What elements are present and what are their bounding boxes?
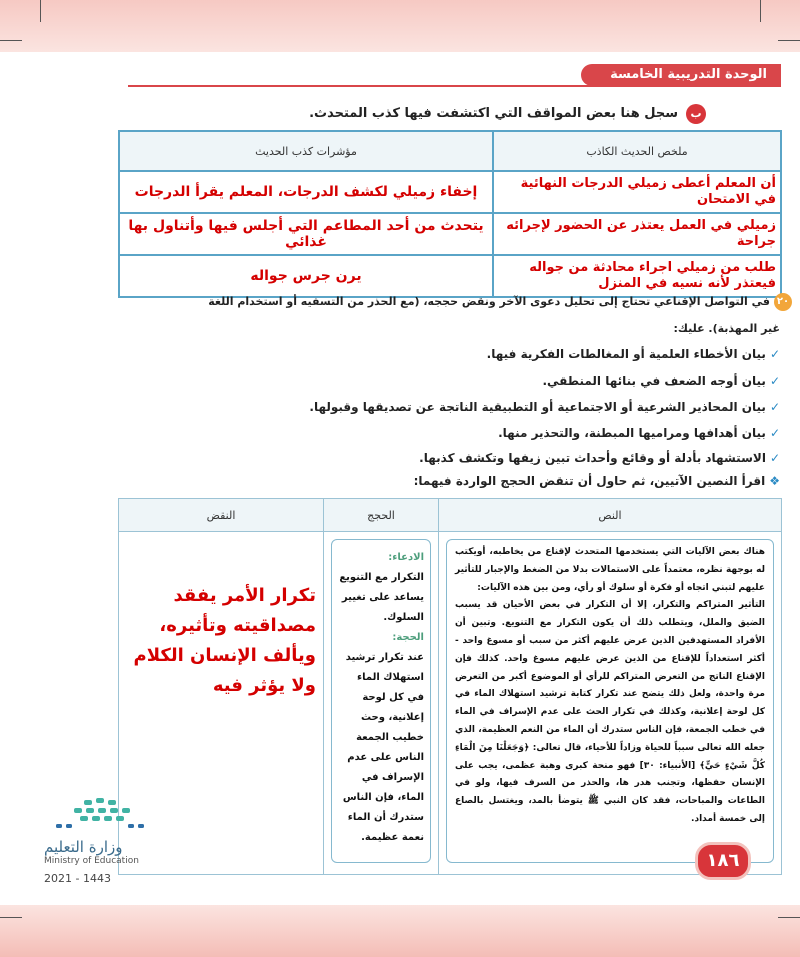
text-paragraph: التأثير المتراكم والتكرار، إلا أن التكرار في بعض الأحيان قد يسبب الضيق والملل، ويتطلب ذلك أن يكون التكرار مع التنويع. وتبين أن الأفراد المستهدفين الذين عرض عليهم أكثر من سبب أو مسوغ واحد - أكثر استعداداً للإقناع من الذين عرض عليهم مسوغ واحد. كذلك فإن الإقناع الناتج من التعرض المتراكم للرأي أو الموضوع أكبر من التعرض مرة واحدة، ولعل ذلك يتضح عند تكرار كتابة ترشيد استهلاك الماء في كل لوحة إعلانية، وكذلك في تكرار الحث على عدم الإسراف في الماء في خطب الجمعة، فإن الناس ستدرك أن الماء من النعم العظيمة، الذي جعله الله تعالى سبباً للحياة وزاداً للأحياء، قال تعالى: ﴿وَجَعَلْنَا مِنَ الْمَاءِ كُلَّ شَيْءٍ حَيٍّ﴾ [الأنبياء: ٣٠] فهو منحة كبرى وهبة عظمى، يجب على الإنسان حفظها، وتجنب هدر ها، والحذر من السرف فيها، ولو في الطاعات والمباحات، فقد كان النبي ﷺ يتوضأ بالمد، ويغتسل بالصاع إلى خمسة أمداد. <box>455 600 765 824</box>
argument-analysis-table <box>118 498 782 875</box>
section-b-instruction: سجل هنا بعض المواقف التي اكتشفت فيها كذب المتحدث. <box>309 106 678 121</box>
table-row <box>119 213 781 255</box>
indicator-cell: يتحدث من أحد المطاعم التي أجلس فيها وأتناول بها غذائي <box>119 213 493 255</box>
argument-text: عند تكرار ترشيد استهلاك الماء في كل لوحة إعلانية، وحث خطيب الجمعة الناس على عدم الإسراف في الماء، فإن الناس ستدرك أن الماء نعمة عظيمة. <box>342 652 424 843</box>
arguments-box <box>331 539 431 863</box>
text-body <box>447 540 773 835</box>
bottom-decorative-band <box>0 905 800 957</box>
ministry-logo <box>44 796 164 885</box>
claim-text: التكرار مع التنويع يساعد على تغيير السلوك. <box>339 572 424 623</box>
top-decorative-band <box>0 0 800 52</box>
check-icon: ✓ <box>769 400 780 414</box>
arguments-cell <box>324 532 439 875</box>
summary-cell: زميلي في العمل يعتذر عن الحضور لإجرائه جراحة <box>493 213 781 255</box>
check-icon: ✓ <box>769 451 780 465</box>
rebuttal-column-header: النقض <box>119 499 324 532</box>
rebuttal-text: تكرار الأمر يفقد مصداقيته وتأثيره، ويألف الإنسان الكلام ولا يؤثر فيه <box>133 585 316 696</box>
claim-label: الادعاء: <box>388 552 424 563</box>
checklist-item: ✓بيان أهدافها ومراميها المبطنة، والتحذير منها. <box>498 426 780 440</box>
arguments-body <box>332 540 430 856</box>
year-label: 2021 - 1443 <box>44 872 111 885</box>
text-paragraph: هناك بعض الآليات التي يستخدمها المتحدث لإقناع من يخاطبه، أويكتب له بوجهة نظره، معتمداً على الاستمالات بدلا من الضغط والإجبار للتأثير عليهم لتبني اتجاه أو فكرة أو سلوك أو رأي، ومن بين هذه الآليات: <box>455 547 765 593</box>
check-icon: ✓ <box>769 374 780 388</box>
unit-title-underline <box>128 85 781 87</box>
crop-mark <box>778 40 800 41</box>
text-box <box>446 539 774 863</box>
section-20-intro-line2: غير المهذبة). عليك: <box>673 322 780 335</box>
table-row <box>119 171 781 213</box>
crop-mark <box>0 917 22 918</box>
section-20-badge: ٢٠ <box>774 293 792 311</box>
task-instruction: ❖اقرأ النصين الآتيين، ثم حاول أن تنقض الحجج الواردة فيهما: <box>413 474 780 488</box>
section-20-intro-line1: في التواصل الإقناعي تحتاج إلى تحليل دعوى الآخر ونقض حججه، (مع الحذر من التسفيه أو استخدام اللغة <box>208 295 770 308</box>
text-column-header: النص <box>439 499 782 532</box>
section-b-badge: ب <box>686 104 706 124</box>
summary-cell: طلب من زميلي اجراء محادثة من جواله فيعتذر لأنه نسيه في المنزل <box>493 255 781 297</box>
lie-detection-table <box>118 130 782 298</box>
check-icon: ✓ <box>769 347 780 361</box>
page-number: ١٨٦ <box>695 842 751 880</box>
crop-mark <box>40 0 41 22</box>
crop-mark <box>760 0 761 22</box>
indicators-column-header: مؤشرات كذب الحديث <box>119 131 493 171</box>
argument-label: الحجة: <box>392 632 424 643</box>
table-row <box>119 255 781 297</box>
check-icon: ✓ <box>769 426 780 440</box>
ministry-name-en: Ministry of Education <box>44 856 139 866</box>
indicator-cell: يرن جرس جواله <box>119 255 493 297</box>
checklist-item: ✓بيان الأخطاء العلمية أو المغالطات الفكرية فيها. <box>486 347 780 361</box>
ministry-name-ar: وزارة التعليم <box>44 838 123 856</box>
text-cell <box>439 532 782 875</box>
indicator-cell: إخفاء زميلي لكشف الدرجات، المعلم يقرأ الدرجات <box>119 171 493 213</box>
ministry-logo-icon <box>44 796 154 836</box>
unit-title-bar: الوحدة التدريبية الخامسة <box>581 64 781 86</box>
diamond-bullet-icon: ❖ <box>769 474 780 488</box>
crop-mark <box>778 917 800 918</box>
arguments-column-header: الحجج <box>324 499 439 532</box>
checklist-item: ✓الاستشهاد بأدلة أو وقائع وأحداث تبين زيفها وتكشف كذبها. <box>419 451 780 465</box>
summary-column-header: ملخص الحديث الكاذب <box>493 131 781 171</box>
crop-mark <box>0 40 22 41</box>
summary-cell: أن المعلم أعطى زميلي الدرجات النهائية في الامتحان <box>493 171 781 213</box>
checklist-item: ✓بيان أوجه الضعف في بنائها المنطقي. <box>542 374 780 388</box>
checklist-item: ✓بيان المحاذير الشرعية أو الاجتماعية أو التطبيقية الناتجة عن تصديقها وقبولها. <box>309 400 780 414</box>
